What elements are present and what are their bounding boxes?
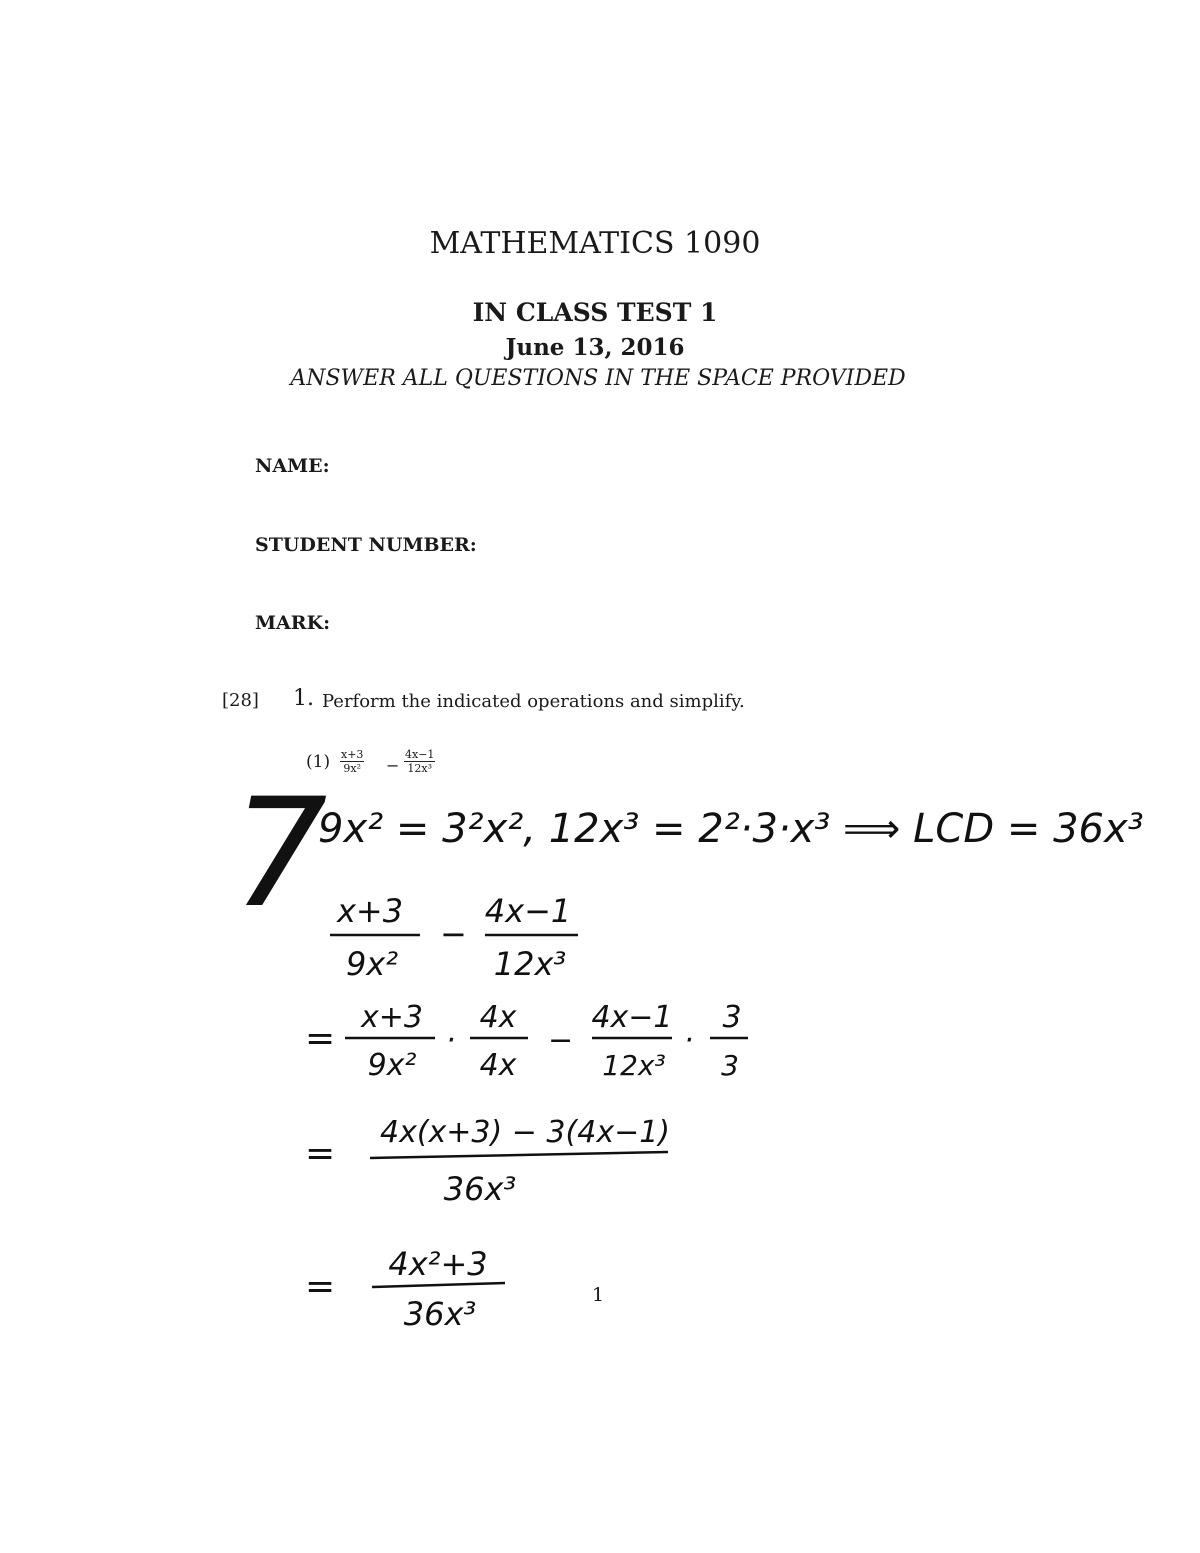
question-text: Perform the indicated operations and simplify. <box>322 691 745 712</box>
step4-bar <box>372 1283 505 1287</box>
step3-bar <box>370 1152 668 1158</box>
page-title: MATHEMATICS 1090 <box>429 226 761 261</box>
step2-d-num: 3 <box>722 1000 742 1035</box>
step1-den1: 9x² <box>345 945 399 983</box>
step2-d-den: 3 <box>721 1049 739 1082</box>
test-subtitle: IN CLASS TEST 1 <box>472 298 718 327</box>
printed-fraction-2-denominator: 12x³ <box>407 762 433 775</box>
step4-denominator: 36x³ <box>403 1295 477 1333</box>
score-mark: 7 <box>232 767 328 941</box>
instruction-text: ANSWER ALL QUESTIONS IN THE SPACE PROVIDED <box>290 366 906 391</box>
question-marks: [28] <box>222 690 259 711</box>
printed-minus-sign: − <box>386 756 400 775</box>
question-number: 1. <box>293 686 314 711</box>
step2-c-num: 4x−1 <box>591 1000 673 1035</box>
lcd-line: 9x² = 3²x², 12x³ = 2²·3·x³ ⟹ LCD = 36x³ <box>318 806 1144 852</box>
page-number: 1 <box>592 1284 605 1306</box>
step1-minus: − <box>440 915 467 953</box>
step2-b-den: 4x <box>479 1048 517 1083</box>
step2-dot1: · <box>446 1023 456 1058</box>
student-number-label: STUDENT NUMBER: <box>255 534 477 556</box>
step1-num2: 4x−1 <box>484 892 572 930</box>
printed-fraction-1-denominator: 9x² <box>343 762 362 775</box>
step1-den2: 12x³ <box>493 945 567 983</box>
name-label: NAME: <box>255 455 330 477</box>
step2-a-den: 9x² <box>367 1048 417 1083</box>
part-label: (1) <box>306 752 331 772</box>
step2-minus: − <box>548 1023 574 1058</box>
printed-fraction-2-numerator: 4x−1 <box>405 748 435 761</box>
step2-a-num: x+3 <box>361 1000 423 1035</box>
step2-c-den: 12x³ <box>602 1049 666 1082</box>
step3-numerator: 4x(x+3) − 3(4x−1) <box>380 1115 670 1150</box>
step1-num1: x+3 <box>336 892 404 930</box>
step2-b-num: 4x <box>479 1000 517 1035</box>
printed-fraction-1-numerator: x+3 <box>341 748 364 761</box>
step3-denominator: 36x³ <box>443 1170 517 1208</box>
step2-equals: = <box>305 1018 336 1059</box>
step4-equals: = <box>305 1266 336 1307</box>
step2-dot2: · <box>684 1023 694 1058</box>
test-date: June 13, 2016 <box>505 334 685 361</box>
step3-equals: = <box>305 1133 336 1174</box>
mark-label: MARK: <box>255 612 331 634</box>
step4-numerator: 4x²+3 <box>388 1245 488 1283</box>
